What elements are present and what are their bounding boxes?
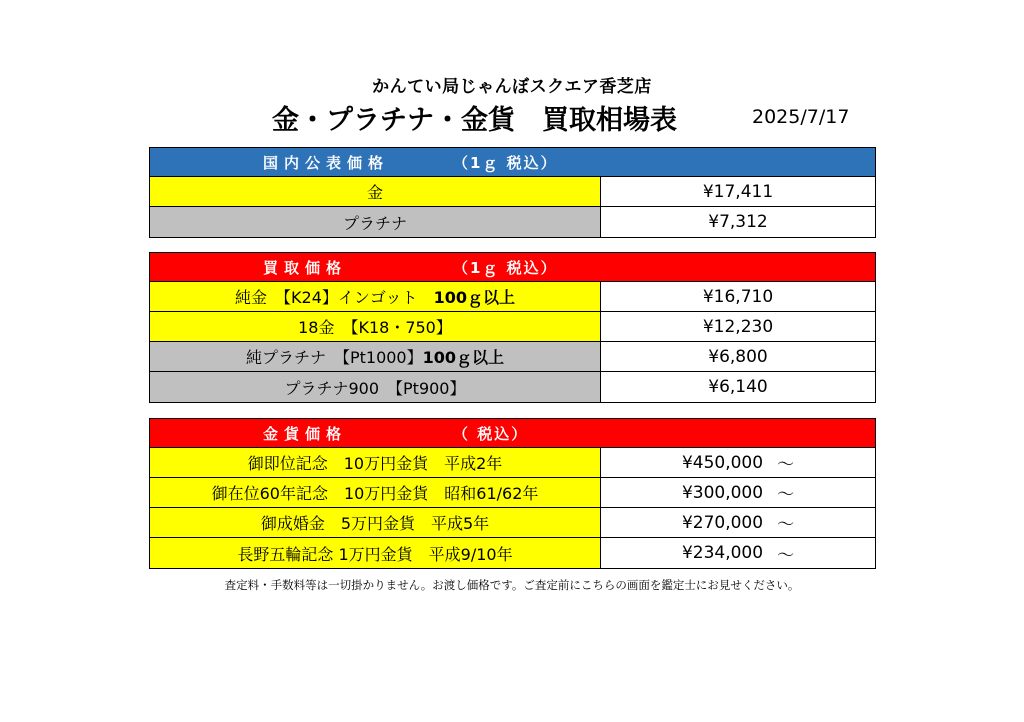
- item-price: ¥6,800: [601, 342, 875, 371]
- buy-price-note: （1ｇ 税込）: [453, 258, 558, 277]
- table-row: [150, 448, 875, 478]
- item-name: プラチナ900 【Pt900】: [150, 372, 601, 402]
- buy-price-table: [149, 252, 876, 403]
- price-text: ¥270,000: [681, 512, 764, 533]
- price-text: ¥450,000: [681, 452, 764, 473]
- item-price: ¥7,312: [601, 207, 875, 237]
- item-name: 長野五輪記念 1万円金貨 平成9/10年: [150, 538, 601, 568]
- page-title: 金・プラチナ・金貨 買取相場表: [272, 105, 677, 136]
- table-row: [150, 207, 875, 237]
- coin-price-table: [149, 418, 876, 569]
- item-name: 金: [150, 177, 601, 206]
- table-row: [150, 372, 875, 402]
- buy-price-label: 買取価格: [263, 258, 348, 277]
- domestic-price-header: [150, 148, 875, 177]
- item-price: [601, 508, 875, 537]
- price-text: ¥234,000: [681, 543, 764, 563]
- table-row: [150, 177, 875, 207]
- domestic-price-label: 国内公表価格: [263, 153, 390, 172]
- item-name-bold: 100ｇ以上: [433, 288, 515, 307]
- coin-price-note: （ 税込）: [453, 424, 529, 443]
- item-name: 18金 【K18・750】: [150, 312, 601, 341]
- table-row: [150, 342, 875, 372]
- table-row: [150, 478, 875, 508]
- coin-price-header: [150, 419, 875, 448]
- domestic-price-note: （1ｇ 税込）: [453, 153, 558, 172]
- price-suffix: ～: [777, 485, 795, 505]
- item-name: プラチナ: [150, 207, 601, 237]
- price-suffix: ～: [777, 545, 795, 566]
- store-name: かんてい局じゃんぼスクエア香芝店: [372, 77, 652, 97]
- table-row: [150, 538, 875, 568]
- table-row: [150, 312, 875, 342]
- item-price: ¥12,230: [601, 312, 875, 341]
- buy-price-header: [150, 253, 875, 282]
- footer-note: 査定料・手数料等は一切掛かりません。お渡し価格です。ご査定前にこちらの画面を鑑定士にお見せください。: [224, 578, 800, 592]
- coin-price-label: 金貨価格: [263, 424, 348, 443]
- price-date: 2025/7/17: [752, 106, 850, 128]
- item-name-bold: 100ｇ以上: [422, 348, 505, 367]
- item-price: [601, 538, 875, 568]
- item-price: ¥6,140: [601, 372, 875, 402]
- price-text: ¥300,000: [681, 482, 764, 503]
- item-name-text: 純金 【K24】インゴット: [235, 288, 434, 307]
- item-name: [150, 282, 601, 311]
- item-name: 御在位60年記念 10万円金貨 昭和61/62年: [150, 478, 601, 507]
- table-row: [150, 508, 875, 538]
- table-row: [150, 282, 875, 312]
- price-suffix: ～: [777, 515, 795, 535]
- item-price: ¥16,710: [601, 282, 875, 311]
- item-name: 御成婚金 5万円金貨 平成5年: [150, 508, 601, 537]
- price-suffix: ～: [777, 455, 795, 475]
- domestic-price-table: [149, 147, 876, 238]
- item-price: ¥17,411: [601, 177, 875, 206]
- item-name-text: 純プラチナ 【Pt1000】: [245, 348, 423, 367]
- item-price: [601, 448, 875, 477]
- item-name: 御即位記念 10万円金貨 平成2年: [150, 448, 601, 477]
- item-name: [150, 342, 601, 371]
- item-price: [601, 478, 875, 507]
